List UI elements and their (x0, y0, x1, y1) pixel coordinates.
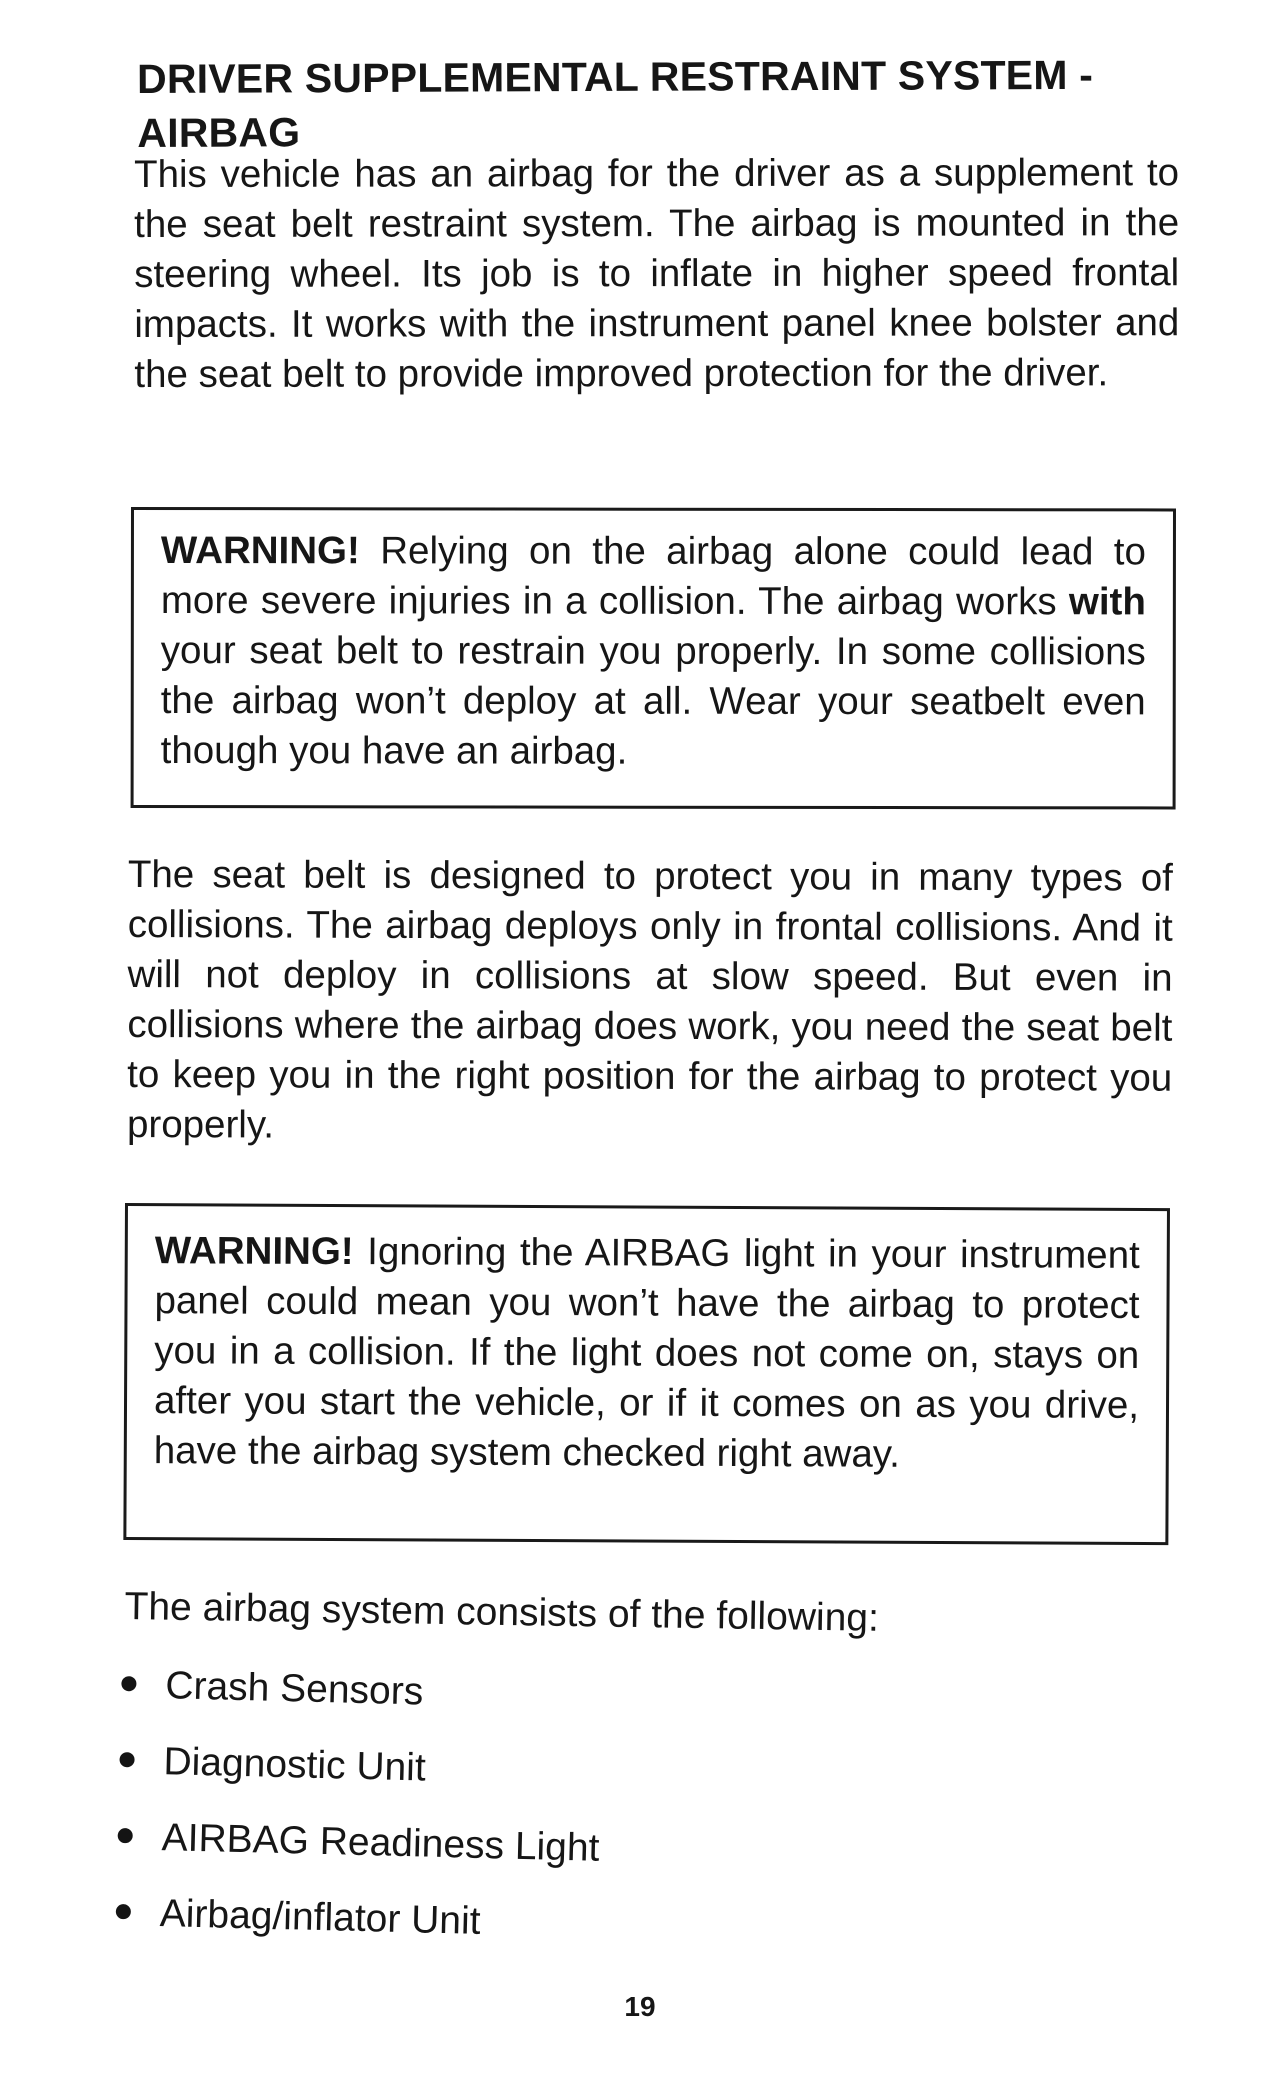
warning-box-airbag-alone (131, 507, 1176, 809)
warning-label: WARNING! (154, 1229, 354, 1274)
page-number: 19 (624, 1991, 656, 2022)
seatbelt-paragraph: The seat belt is designed to protect you in many types of collisions. The airbag deploys only in frontal collisions. And it will not deploy in collisions at slow speed. But even in collisions where the airbag does work, you need the seat belt to keep you in the right position for the airbag to protect you properly. (126, 853, 1173, 1147)
bullet-icon (121, 1676, 136, 1691)
bullet-icon (116, 1904, 131, 1919)
warning-text (161, 526, 1146, 777)
list-item-label: Airbag/inflator Unit (159, 1892, 482, 1943)
warning-text-part-2: your seat belt to restrain you properly. In some collisions the airbag won’t deploy at all. Wear your seatbelt even though you have an airbag. (160, 629, 1146, 773)
list-item-label: AIRBAG Readiness Light (161, 1816, 600, 1870)
warning-text-part-1: Relying on the airbag alone could lead to more severe injuries in a collision. The airbag works (160, 529, 1146, 624)
bullet-icon (119, 1752, 134, 1767)
warning-body: Ignoring the AIRBAG light in your instrument panel could mean you won’t have the airbag to protect you in a collision. If the light does not come on, stays on after you start the vehicle, or if it comes on as you drive, have the airbag system checked right away. (153, 1230, 1140, 1476)
components-intro: The airbag system consists of the following: (124, 1584, 880, 1640)
warning-label: WARNING! (160, 529, 360, 573)
section-heading: DRIVER SUPPLEMENTAL RESTRAINT SYSTEM - AIRBAG (137, 51, 1094, 156)
list-item-label: Diagnostic Unit (163, 1740, 427, 1790)
intro-paragraph: This vehicle has an airbag for the driver as a supplement to the seat belt restraint system. The airbag is mounted in the steering wheel. Its job is to inflate in higher speed frontal impacts. It works with the instrument panel knee bolster and the seat belt to provide improved protection for the driver. (134, 151, 1180, 396)
bullet-icon (118, 1828, 133, 1843)
warning-emphasis: with (1068, 580, 1146, 624)
list-item-label: Crash Sensors (164, 1664, 424, 1714)
components-list (113, 1660, 1020, 1986)
warning-box-airbag-light (123, 1203, 1170, 1545)
warning-text (154, 1226, 1140, 1481)
